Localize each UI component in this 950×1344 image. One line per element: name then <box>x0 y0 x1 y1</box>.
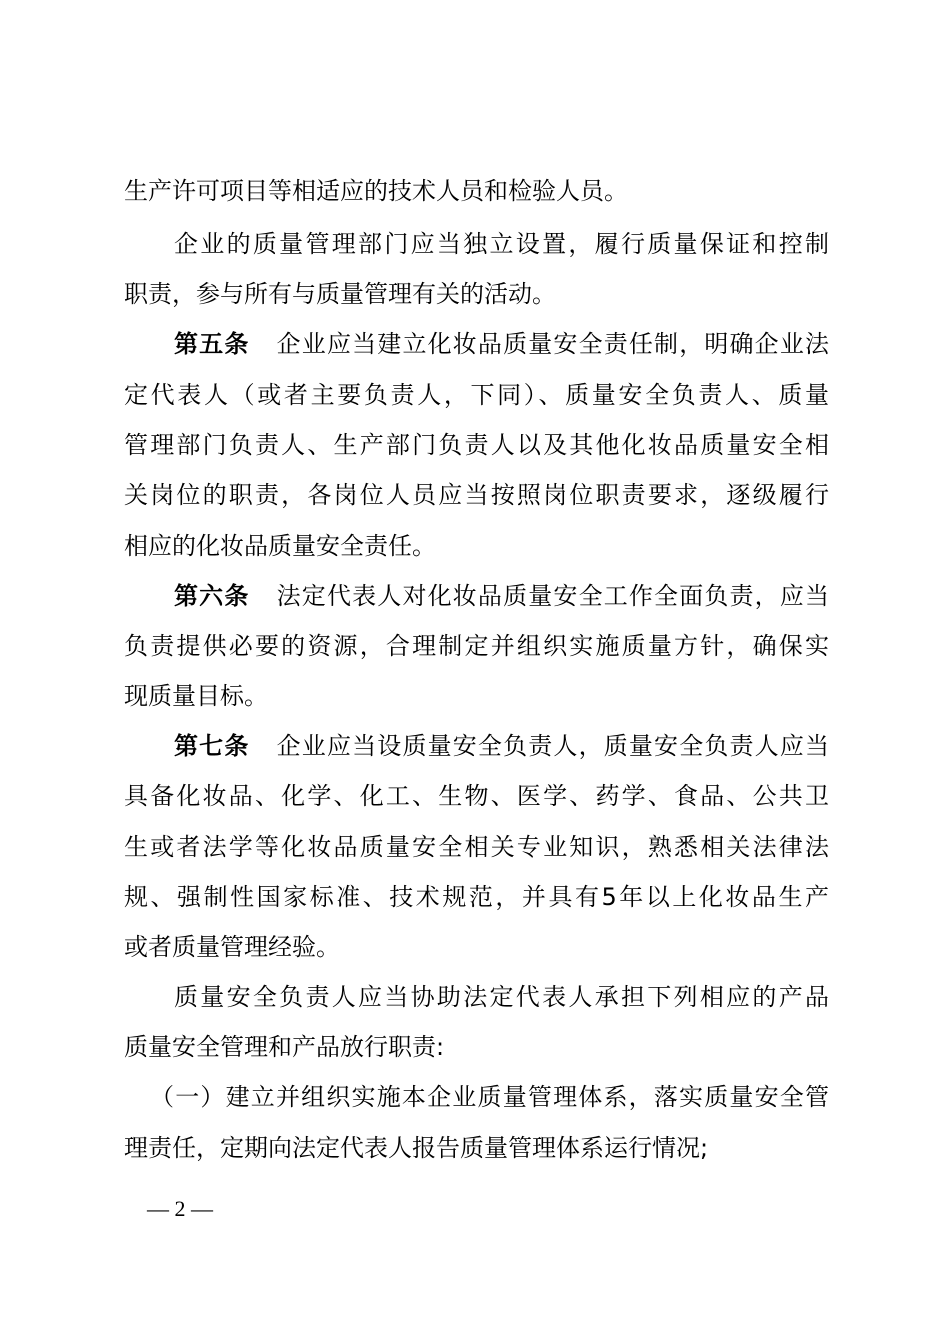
text-line: 质量安全管理和产品放行职责: <box>124 1033 445 1061</box>
text-line: 关岗位的职责，各岗位人员应当按照岗位职责要求，逐级履行 <box>124 481 829 509</box>
text-segment: 企业应当建立化妆品质量安全责任制，明确企业法 <box>275 330 829 358</box>
article-7-first-line <box>174 726 829 766</box>
article-6-heading: 第六条 <box>174 582 250 610</box>
article-5-first-line <box>174 324 829 364</box>
text-line: 管理部门负责人、生产部门负责人以及其他化妆品质量安全相 <box>124 431 829 459</box>
page-number: — 2 — <box>147 1196 213 1221</box>
article-5-heading: 第五条 <box>174 330 250 358</box>
text-line: 或者质量管理经验。 <box>124 933 340 961</box>
text-line: 负责提供必要的资源，合理制定并组织实施质量方针，确保实 <box>124 632 829 660</box>
article-7-heading: 第七条 <box>174 732 250 760</box>
text-line: 职责，参与所有与质量管理有关的活动。 <box>124 280 556 308</box>
text-line: 理责任，定期向法定代表人报告质量管理体系运行情况; <box>124 1134 709 1162</box>
text-line: 具备化妆品、化学、化工、生物、医学、药学、食品、公共卫 <box>124 782 829 810</box>
text-line: 相应的化妆品质量安全责任。 <box>124 532 436 560</box>
text-line: 企业的质量管理部门应当独立设置，履行质量保证和控制 <box>174 230 829 258</box>
article-6-first-line <box>174 576 829 616</box>
text-line: 规、强制性国家标准、技术规范，并具有5年以上化妆品生产 <box>124 883 829 911</box>
text-line: 质量安全负责人应当协助法定代表人承担下列相应的产品 <box>174 983 829 1011</box>
list-item-1-first-line: （一）建立并组织实施本企业质量管理体系，落实质量安全管 <box>150 1083 829 1111</box>
text-line: 定代表人（或者主要负责人，下同）、质量安全负责人、质量 <box>124 381 829 409</box>
text-line: 生或者法学等化妆品质量安全相关专业知识，熟悉相关法律法 <box>124 833 829 861</box>
text-segment: 法定代表人对化妆品质量安全工作全面负责，应当 <box>275 582 829 610</box>
text-segment: 企业应当设质量安全负责人，质量安全负责人应当 <box>275 732 829 760</box>
text-line: 现质量目标。 <box>124 682 268 710</box>
text-line: 生产许可项目等相适应的技术人员和检验人员。 <box>124 177 628 205</box>
